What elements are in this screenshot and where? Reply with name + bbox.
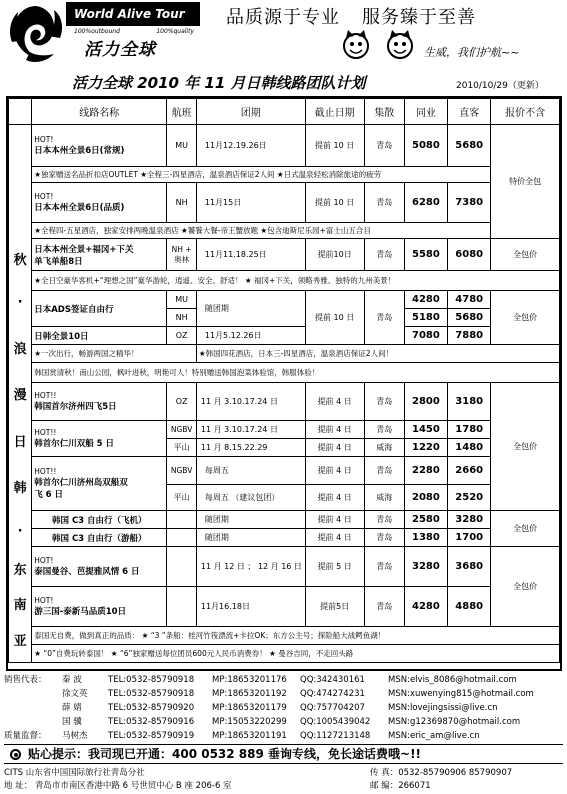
route-note-2: ★韩国四花酒店，日本三-四星酒店，温泉酒店保证2人间！ bbox=[196, 345, 559, 363]
slogan-2: 服务臻于至善 bbox=[362, 7, 476, 28]
peer-price: 4280 bbox=[404, 587, 447, 627]
dates: 11 月 3.10.17.24 日 bbox=[196, 383, 305, 421]
table-row bbox=[9, 125, 560, 167]
dates: 随团期 bbox=[196, 511, 305, 529]
hot-tag: HOT! bbox=[34, 556, 54, 565]
table-row bbox=[9, 587, 560, 627]
postcode: 邮 编：266071 bbox=[370, 781, 431, 791]
contact-mp: MP:18653201179 bbox=[212, 703, 287, 713]
peer-price: 7080 bbox=[404, 327, 447, 345]
hub: 青岛 bbox=[364, 125, 404, 167]
side-char: 日 bbox=[13, 434, 27, 450]
hot-tag: HOT!! bbox=[34, 391, 57, 400]
hub: 青岛 bbox=[364, 457, 404, 485]
contact-mp: MP:18653201192 bbox=[212, 689, 287, 699]
flight bbox=[167, 547, 197, 587]
table-row bbox=[9, 183, 560, 223]
table-note-row bbox=[9, 271, 560, 291]
corner-cell bbox=[9, 99, 32, 125]
route-name: 日本本州全景6日(品质) bbox=[34, 203, 125, 213]
route-cell bbox=[32, 383, 167, 421]
bullet-circle-icon bbox=[10, 749, 21, 760]
route-name: 韩国首尔济州四飞5日 bbox=[34, 402, 117, 412]
sea-note-2: ★ “0”自费玩转泰国！ ★ “6”独家赠送每位团员600元人民币消费券！ ★ 曼谷吉同，不走回头路 bbox=[32, 645, 560, 663]
table-row bbox=[9, 511, 560, 529]
peer-price: 2580 bbox=[404, 511, 447, 529]
deadline: 提前 10 日 bbox=[305, 183, 364, 223]
route-cell bbox=[32, 421, 167, 457]
route-name: 韩首尔仁川济州岛双船双 bbox=[34, 478, 128, 488]
direct-price: 5680 bbox=[448, 125, 491, 167]
route-cell bbox=[32, 239, 167, 271]
dates: 随团期 bbox=[196, 529, 305, 547]
table-row bbox=[9, 239, 560, 271]
route-note: ★一次出行，畅游两国之精华！ bbox=[32, 345, 197, 363]
hub: 青岛 bbox=[364, 383, 404, 421]
dates: 11 月 3.10.17.24 日 bbox=[196, 421, 305, 439]
peer-price: 5580 bbox=[404, 239, 447, 271]
deadline: 提前 10 日 bbox=[305, 125, 364, 167]
contact-msn: MSN:xuwenying815@hotmail.com bbox=[388, 689, 534, 699]
direct-price: 3280 bbox=[448, 511, 491, 529]
flight: OZ bbox=[167, 327, 197, 345]
direct-price: 2660 bbox=[448, 457, 491, 485]
brand-en: World Alive Tour bbox=[66, 2, 200, 26]
header bbox=[0, 0, 567, 70]
col-deadline: 截止日期 bbox=[305, 99, 364, 125]
hub: 青岛 bbox=[364, 421, 404, 439]
sales-contacts bbox=[4, 674, 563, 744]
contact-tel: TEL:0532-85790916 bbox=[108, 717, 195, 727]
brand-box bbox=[66, 2, 200, 66]
slogan-1: 品质源于专业 bbox=[226, 7, 340, 28]
col-route: 线路名称 bbox=[32, 99, 167, 125]
direct-price: 6080 bbox=[448, 239, 491, 271]
contact-tel: TEL:0532-85790918 bbox=[108, 689, 195, 699]
peer-price: 1220 bbox=[404, 439, 447, 457]
hub: 青岛 bbox=[364, 587, 404, 627]
table-note-row bbox=[9, 167, 560, 183]
address: 地 址： 青岛市市南区香港中路 6 号世贸中心 B 座 206-6 室 bbox=[4, 781, 232, 791]
deadline: 提前 4 日 bbox=[305, 529, 364, 547]
hub: 青岛 bbox=[364, 239, 404, 271]
qc-label: 质量监督： bbox=[4, 731, 47, 741]
direct-price: 1780 bbox=[448, 421, 491, 439]
hub: 青岛 bbox=[364, 183, 404, 223]
flight bbox=[167, 239, 197, 271]
dates: 每周五 bbox=[196, 457, 305, 485]
deadline: 提前 4 日 bbox=[305, 485, 364, 511]
direct-price: 4880 bbox=[448, 587, 491, 627]
route-name: 韩国 C3 自由行（游船） bbox=[32, 529, 167, 547]
hub: 威海 bbox=[364, 439, 404, 457]
peer-price: 5180 bbox=[404, 309, 447, 327]
table-note-row bbox=[9, 363, 560, 383]
col-hub: 集散 bbox=[364, 99, 404, 125]
side-char: 韩 bbox=[13, 481, 27, 496]
contact-qq: QQ:1005439042 bbox=[300, 717, 371, 727]
flight: 平山 bbox=[167, 485, 197, 511]
contact-tel: TEL:0532-85790920 bbox=[108, 703, 195, 713]
route-name: 韩首尔仁川双船 5 日 bbox=[34, 439, 115, 449]
flight bbox=[167, 511, 197, 529]
contact-name: 薛 婧 bbox=[62, 703, 82, 713]
dates: 11 月 12 日 ； 12 月 16 日 bbox=[196, 547, 305, 587]
peer-price: 2280 bbox=[404, 457, 447, 485]
excluded: 全包价 bbox=[491, 239, 560, 271]
route-cell bbox=[32, 587, 167, 627]
route-cell bbox=[32, 457, 167, 511]
route-cell bbox=[32, 125, 167, 167]
footer-row bbox=[4, 780, 563, 792]
deadline: 提前 4 日 bbox=[305, 457, 364, 485]
route-cell bbox=[32, 183, 167, 223]
table-note-row bbox=[9, 645, 560, 663]
peer-price: 1380 bbox=[404, 529, 447, 547]
flight: NGBV bbox=[167, 421, 197, 439]
route-cell bbox=[32, 547, 167, 587]
contact-msn: MSN:lovejingsissi@live.cn bbox=[388, 703, 498, 713]
side-char: 东 bbox=[13, 562, 27, 578]
peer-price: 1450 bbox=[404, 421, 447, 439]
route-name: 游三国-泰新马品质10日 bbox=[34, 607, 127, 617]
route-note: ★独家赠送名品折扣店OUTLET ★全程三-四星酒店，温泉酒店保证2人间 ★日式温泉轻松消除旅途的疲劳 bbox=[32, 167, 491, 183]
dates: 11月5.12.26日 bbox=[196, 327, 305, 345]
table-note-row bbox=[9, 627, 560, 645]
route-note: ★全程四-五星酒店，独家安排两晚温泉酒店 ★饕餮大餐-帝王蟹放题 ★包含迪斯尼乐园+富士山五合目 bbox=[32, 223, 491, 239]
table-row bbox=[9, 547, 560, 587]
table-row bbox=[9, 457, 560, 485]
contact-qq: QQ:1127213148 bbox=[300, 731, 371, 741]
side-char: 南 bbox=[13, 598, 27, 613]
slogan bbox=[226, 3, 476, 29]
contact-name: 秦 波 bbox=[62, 675, 82, 685]
table-row bbox=[9, 421, 560, 439]
route-name: 日本本州全景+福冈+下关 bbox=[34, 244, 134, 255]
hub: 青岛 bbox=[364, 511, 404, 529]
flight-1: NH + bbox=[171, 244, 192, 254]
hot-tag: HOT! bbox=[34, 192, 54, 201]
col-dates: 团期 bbox=[196, 99, 305, 125]
contact-qq: QQ:342430161 bbox=[300, 675, 365, 685]
tribal-swirl-logo-icon bbox=[6, 2, 66, 64]
notice-text: 贴心提示：我司现已开通：400 0532 889 垂询专线，免长途话费哦~!! bbox=[28, 747, 422, 761]
route-name: 日本本州全景6日(常规) bbox=[34, 146, 125, 156]
contact-qq: QQ:757704207 bbox=[300, 703, 365, 713]
deadline: 提前5日 bbox=[305, 587, 364, 627]
title-row bbox=[0, 72, 567, 94]
col-direct-price: 直客 bbox=[448, 99, 491, 125]
side-char: · bbox=[17, 295, 23, 310]
dates: 11月16.18日 bbox=[196, 587, 305, 627]
footer-row bbox=[4, 767, 563, 779]
table-note-row bbox=[9, 223, 560, 239]
hub: 威海 bbox=[364, 485, 404, 511]
dates: 11月15日 bbox=[196, 183, 305, 223]
contact-name: 徐文英 bbox=[62, 689, 88, 699]
hotline-notice bbox=[4, 744, 563, 764]
route-name: 日本ADS签证自由行 bbox=[32, 291, 167, 327]
route-name: 韩国 C3 自由行（飞机） bbox=[32, 511, 167, 529]
hub: 青岛 bbox=[364, 547, 404, 587]
flight: OZ bbox=[167, 383, 197, 421]
flight: MU bbox=[167, 291, 197, 309]
route-note: ★全日空豪华客机+“理想之国”豪华游轮，逍遥、安全、舒适！ ★ 福冈+下关，领略秀雅、独特的九州美景！ bbox=[32, 271, 560, 291]
table-row bbox=[9, 529, 560, 547]
contact-tel: TEL:0532-85790918 bbox=[108, 675, 195, 685]
route-name: 日韩全景10日 bbox=[32, 327, 167, 345]
direct-price: 3680 bbox=[448, 547, 491, 587]
side-char: · bbox=[17, 523, 23, 539]
peer-price: 3280 bbox=[404, 547, 447, 587]
table-note-row bbox=[9, 345, 560, 363]
direct-price: 7380 bbox=[448, 183, 491, 223]
route-name-2: 飞 6 日 bbox=[34, 490, 64, 500]
side-char: 浪 bbox=[13, 341, 27, 357]
dates: 11月11.18.25日 bbox=[196, 239, 305, 271]
footer bbox=[4, 767, 563, 793]
table-row bbox=[9, 383, 560, 421]
table-header-row bbox=[9, 99, 560, 125]
hot-tag: HOT!! bbox=[34, 467, 57, 476]
contact-qq: QQ:474274231 bbox=[300, 689, 365, 699]
contact-mp: MP:18653201176 bbox=[212, 675, 287, 685]
tour-schedule-table bbox=[6, 96, 562, 671]
peer-price: 6280 bbox=[404, 183, 447, 223]
flight bbox=[167, 587, 197, 627]
contact-msn: MSN:elvis_8086@hotmail.com bbox=[388, 675, 517, 685]
col-peer-price: 同业 bbox=[404, 99, 447, 125]
brand-cn: 活力全球 bbox=[84, 40, 156, 60]
direct-price: 2520 bbox=[448, 485, 491, 511]
flight: NGBV bbox=[167, 457, 197, 485]
contact-mp: MP:15053220299 bbox=[212, 717, 287, 727]
deadline: 提前 4 日 bbox=[305, 383, 364, 421]
company-name: CITS 山东省中国国际旅行社青岛分社 bbox=[4, 768, 145, 778]
contact-tel: TEL:0532-85790919 bbox=[108, 731, 195, 741]
hot-tag: HOT!! bbox=[34, 428, 57, 437]
excluded: 全包价 bbox=[491, 383, 560, 511]
season-side-label bbox=[9, 125, 32, 663]
flight: 平山 bbox=[167, 439, 197, 457]
deadline: 提前10日 bbox=[305, 239, 364, 271]
contact-msn: MSN:g12369870@hotmail.com bbox=[388, 717, 521, 727]
direct-price: 1700 bbox=[448, 529, 491, 547]
hot-tag: HOT! bbox=[34, 135, 54, 144]
route-name-2: 单飞单船8日 bbox=[34, 256, 83, 267]
deadline: 提前 4 日 bbox=[305, 421, 364, 439]
table-row bbox=[9, 291, 560, 309]
col-excluded: 报价不含 bbox=[491, 99, 560, 125]
flight: NH bbox=[167, 309, 197, 327]
side-char: 秋 bbox=[13, 252, 27, 268]
sea-note-1: 泰国无自费，做到真正的品质： ★ “3 ”条船：桂河竹筏漂流+卡拉OK；东方公主号；探险船大战鳄鱼湖！ bbox=[32, 627, 560, 645]
flight-2: 奥林 bbox=[174, 254, 190, 264]
excluded: 全包价 bbox=[491, 547, 560, 627]
deadline: 提前 10 日 bbox=[305, 291, 364, 345]
direct-price: 5680 bbox=[448, 309, 491, 327]
cat-slogan: 生威，我们护航~~ bbox=[424, 46, 520, 59]
brand-sub-left: 100%outbound bbox=[74, 28, 120, 35]
deadline: 提前 5 日 bbox=[305, 547, 364, 587]
peer-price: 5080 bbox=[404, 125, 447, 167]
deadline: 提前 4 日 bbox=[305, 511, 364, 529]
direct-price: 3180 bbox=[448, 383, 491, 421]
peer-price: 4280 bbox=[404, 291, 447, 309]
cartoon-cats-icon bbox=[340, 28, 420, 62]
brand-sub bbox=[66, 26, 200, 35]
dates: 11月12.19.26日 bbox=[196, 125, 305, 167]
side-char: 亚 bbox=[13, 633, 27, 649]
hot-tag: HOT! bbox=[34, 596, 54, 605]
dates: 11 月 8.15.22.29 bbox=[196, 439, 305, 457]
contact-name: 国 骥 bbox=[62, 717, 82, 727]
route-name: 泰国曼谷、芭提雅风情 6 日 bbox=[34, 567, 140, 577]
fax: 传 真：0532-85790906 85790907 bbox=[370, 768, 513, 778]
contact-msn: MSN:eric_am@live.cn bbox=[388, 731, 480, 741]
excluded: 特价全包 bbox=[491, 125, 560, 239]
update-date: 2010/10/29（更新） bbox=[456, 81, 544, 91]
side-char: 漫 bbox=[13, 388, 27, 403]
flight: MU bbox=[167, 125, 197, 167]
table-row bbox=[9, 327, 560, 345]
peer-price: 2080 bbox=[404, 485, 447, 511]
flight: NH bbox=[167, 183, 197, 223]
contact-mp: MP:18653201191 bbox=[212, 731, 287, 741]
direct-price: 1480 bbox=[448, 439, 491, 457]
brand-sub-right: 100%quality bbox=[156, 28, 194, 35]
flight bbox=[167, 529, 197, 547]
sales-label: 销售代表： bbox=[4, 675, 47, 685]
contact-name: 马树杰 bbox=[62, 731, 88, 741]
excluded: 全包价 bbox=[491, 511, 560, 547]
col-flight: 航班 bbox=[167, 99, 197, 125]
dates: 随团期 bbox=[196, 291, 305, 327]
excluded: 全包价 bbox=[491, 291, 560, 345]
direct-price: 7880 bbox=[448, 327, 491, 345]
peer-price: 2800 bbox=[404, 383, 447, 421]
dates: 每周五 （建议包团） bbox=[196, 485, 305, 511]
deadline: 提前 4 日 bbox=[305, 439, 364, 457]
korea-note: 韩国赏清秋！南山公园，枫叶进秋，明艳可人！特别赠送韩国泡菜体验馆，韩服体验！ bbox=[32, 363, 560, 383]
direct-price: 4780 bbox=[448, 291, 491, 309]
hub: 青岛 bbox=[364, 291, 404, 345]
page-title: 活力全球 2010 年 11 月日韩线路团队计划 bbox=[72, 74, 366, 92]
hub: 青岛 bbox=[364, 529, 404, 547]
